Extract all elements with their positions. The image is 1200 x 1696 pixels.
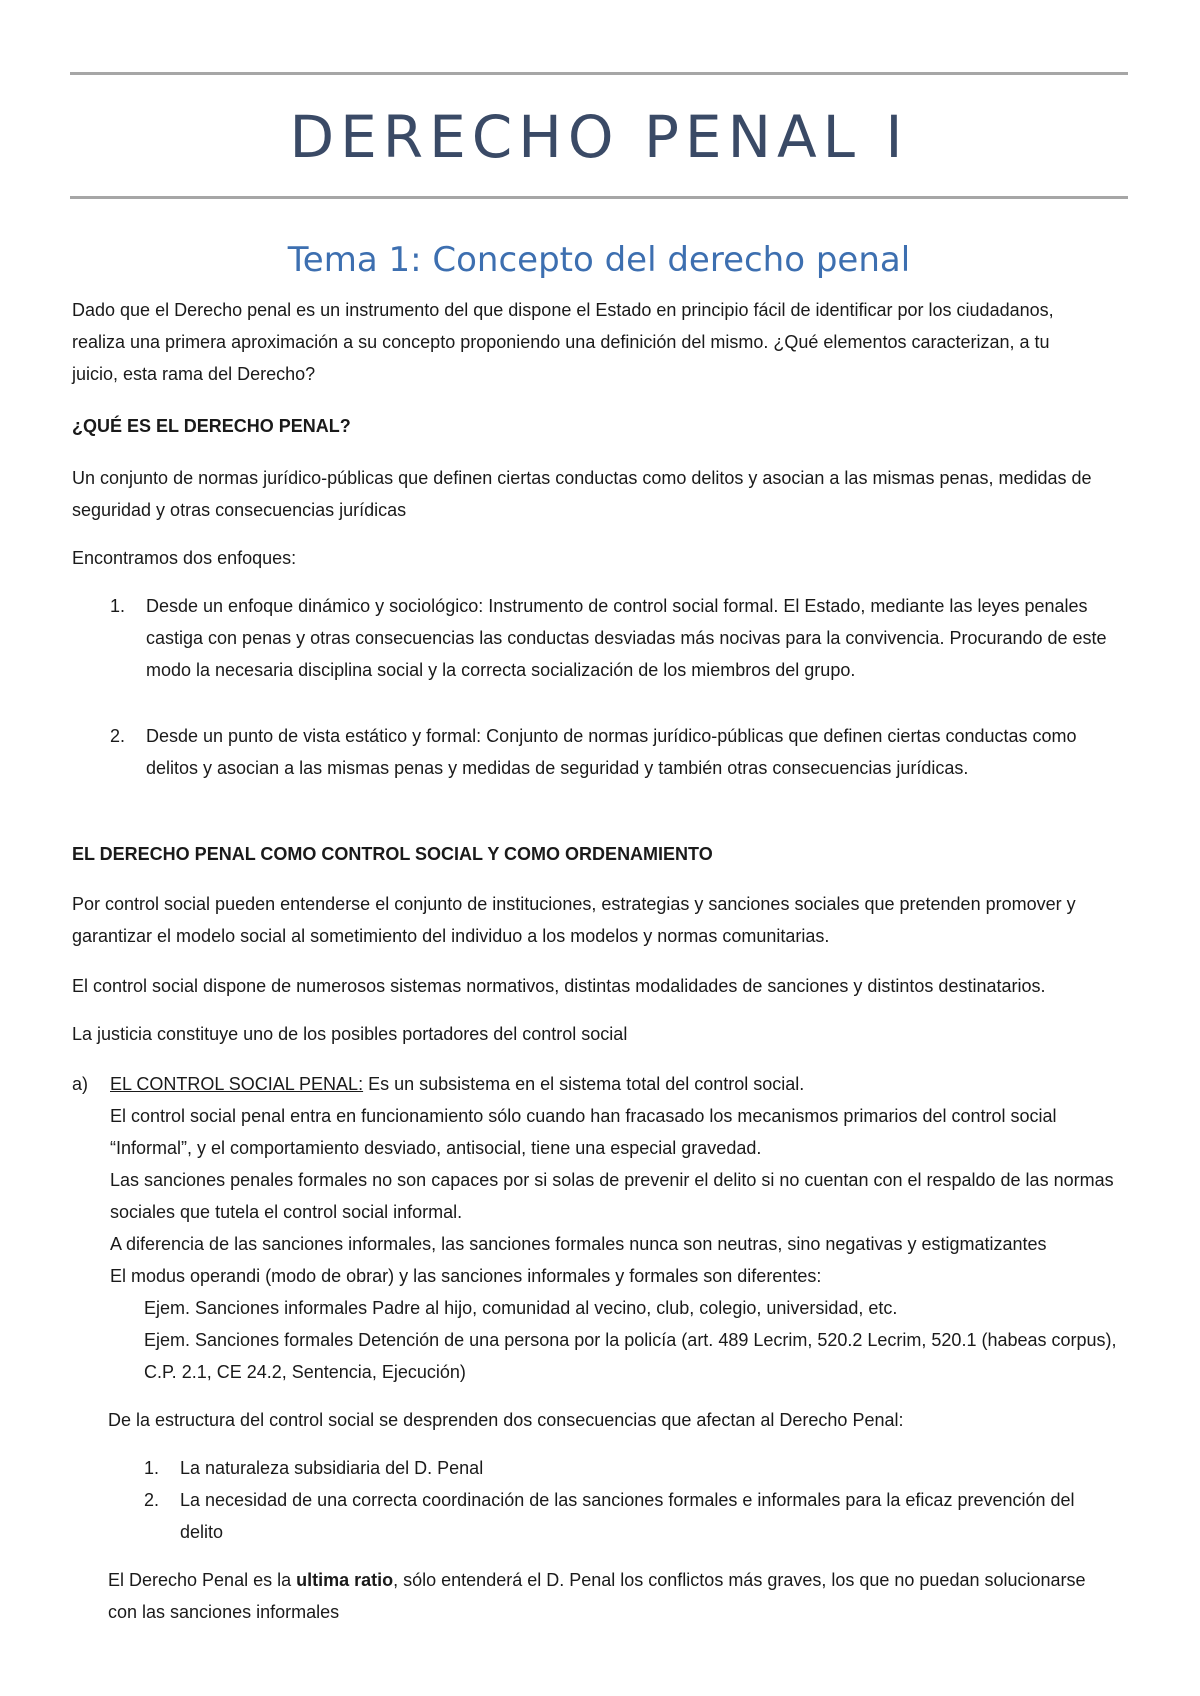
approach-1-text: Desde un enfoque dinámico y sociológico: Instrumento de control social formal. El Estado, mediante las leyes penales castiga con penas y otras consecuencias las conductas desviadas más nocivas para la convivencia. Procurando de este modo la necesaria disciplina social y la correcta socialización de los miembros del grupo.	[146, 596, 1107, 680]
control-social-paragraph-1: Por control social pueden entenderse el conjunto de instituciones, estrategias y sanciones sociales que pretenden promover y garantizar el modelo social al sometimiento del individuo a los modelos y normas comunitarias.	[72, 894, 1076, 946]
consequence-2-number: 2.	[144, 1490, 160, 1510]
consequence-1-number: 1.	[144, 1458, 160, 1478]
title-bottom-rule	[70, 196, 1128, 199]
intro-paragraph: Dado que el Derecho penal es un instrumento del que dispone el Estado en principio fácil de identificar por los ciudadanos, realiza una primera aproximación a su concepto proponiendo una definición del mismo. ¿Qué elementos caracterizan, a tu juicio, esta rama del Derecho?	[72, 300, 1054, 384]
item-a-line-5: El modus operandi (modo de obrar) y las sanciones informales y formales son diferentes:	[110, 1266, 822, 1286]
closing-text-post: , sólo entenderá el D. Penal los conflictos más graves, los que no puedan solucionarse con las sanciones informales	[108, 1570, 1086, 1622]
item-a-example-formal: Ejem. Sanciones formales Detención de una persona por la policía (art. 489 Lecrim, 520.2 Lecrim, 520.1 (habeas corpus), C.P. 2.1, CE 24.2, Sentencia, Ejecución)	[144, 1330, 1117, 1382]
item-a-marker: a)	[72, 1074, 89, 1094]
item-a-line-2: El control social penal entra en funcionamiento sólo cuando han fracasado los mecanismos primarios del control social “Informal”, y el comportamiento desviado, antisocial, tiene una especial gravedad.	[110, 1106, 1057, 1158]
section-heading-control-social: EL DERECHO PENAL COMO CONTROL SOCIAL Y COMO ORDENAMIENTO	[72, 844, 713, 864]
consequence-2-text: La necesidad de una correcta coordinación de las sanciones formales e informales para la eficaz prevención del delito	[180, 1490, 1075, 1542]
item-a-example-informal: Ejem. Sanciones informales Padre al hijo, comunidad al vecino, club, colegio, universidad, etc.	[144, 1298, 898, 1318]
item-a-label: EL CONTROL SOCIAL PENAL:	[110, 1074, 364, 1094]
item-a-lead-text: Es un subsistema en el sistema total del control social.	[363, 1074, 805, 1094]
control-social-paragraph-2: El control social dispone de numerosos sistemas normativos, distintas modalidades de sanciones y distintos destinatarios.	[72, 976, 1046, 996]
consequence-1-text: La naturaleza subsidiaria del D. Penal	[180, 1458, 484, 1478]
closing-emphasis: ultima ratio	[296, 1570, 394, 1590]
topic-heading: Tema 1: Concepto del derecho penal	[287, 240, 911, 280]
approach-2-number: 2.	[110, 726, 126, 746]
definition-paragraph: Un conjunto de normas jurídico-públicas que definen ciertas conductas como delitos y asocian a las mismas penas, medidas de seguridad y otras consecuencias jurídicas	[72, 468, 1092, 520]
closing-text-pre: El Derecho Penal es la	[108, 1570, 297, 1590]
item-a-lead	[110, 1068, 1120, 1100]
item-a-line-3: Las sanciones penales formales no son capaces por si solas de prevenir el delito si no cuentan con el respaldo de las normas sociales que tutela el control social informal.	[110, 1170, 1114, 1222]
document-title: DERECHO PENAL I	[289, 103, 909, 171]
approaches-intro: Encontramos dos enfoques:	[72, 548, 297, 568]
approach-1-number: 1.	[110, 596, 126, 616]
control-social-paragraph-3: La justicia constituye uno de los posibles portadores del control social	[72, 1024, 628, 1044]
closing-paragraph	[108, 1564, 1108, 1628]
approach-2-text: Desde un punto de vista estático y formal: Conjunto de normas jurídico-públicas que definen ciertas conductas como delitos y asocian a las mismas penas y medidas de seguridad y también otras consecuencias jurídicas.	[146, 726, 1077, 778]
consequences-intro: De la estructura del control social se desprenden dos consecuencias que afectan al Derecho Penal:	[108, 1410, 904, 1430]
top-rule	[70, 72, 1128, 75]
section-heading-what-is: ¿QUÉ ES EL DERECHO PENAL?	[72, 416, 351, 436]
item-a-line-4: A diferencia de las sanciones informales, las sanciones formales nunca son neutras, sino negativas y estigmatizantes	[110, 1234, 1047, 1254]
